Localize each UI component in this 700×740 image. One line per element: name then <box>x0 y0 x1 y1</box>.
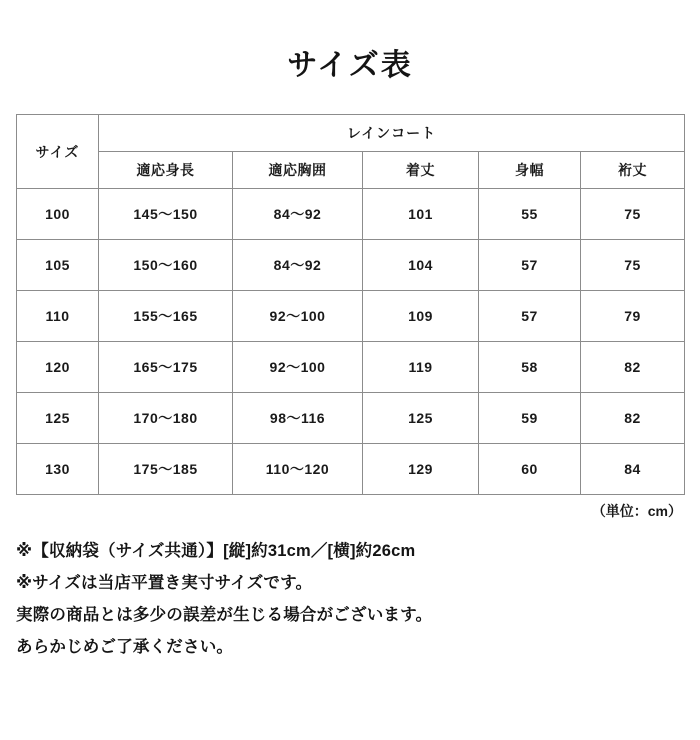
cell-size: 120 <box>17 342 99 393</box>
size-chart-page <box>0 40 700 740</box>
cell-length: 125 <box>363 393 479 444</box>
cell-size: 125 <box>17 393 99 444</box>
cell-width: 58 <box>479 342 581 393</box>
header-group-raincoat: レインコート <box>99 115 685 152</box>
note-storage-bag: ※【収納袋（サイズ共通）】[縦]約31cm／[横]約26cm <box>16 542 416 560</box>
cell-size: 130 <box>17 444 99 495</box>
cell-length: 129 <box>363 444 479 495</box>
table-body <box>17 189 685 495</box>
cell-width: 57 <box>479 240 581 291</box>
cell-length: 109 <box>363 291 479 342</box>
header-size: サイズ <box>17 115 99 189</box>
table-header-row-group <box>17 115 685 152</box>
cell-size: 100 <box>17 189 99 240</box>
cell-size: 105 <box>17 240 99 291</box>
cell-sleeve: 84 <box>581 444 685 495</box>
cell-chest: 110〜120 <box>233 444 363 495</box>
cell-width: 59 <box>479 393 581 444</box>
notes-block <box>16 535 684 663</box>
cell-chest: 84〜92 <box>233 189 363 240</box>
unit-note: （単位：cm） <box>591 503 682 519</box>
cell-sleeve: 82 <box>581 342 685 393</box>
cell-chest: 92〜100 <box>233 342 363 393</box>
header-width: 身幅 <box>479 152 581 189</box>
table-row <box>17 291 685 342</box>
note-acknowledge: あらかじめご了承ください。 <box>16 638 234 656</box>
cell-chest: 84〜92 <box>233 240 363 291</box>
size-table <box>16 114 685 495</box>
cell-length: 101 <box>363 189 479 240</box>
note-tolerance: 実際の商品とは多少の誤差が生じる場合がございます。 <box>16 606 433 624</box>
cell-size: 110 <box>17 291 99 342</box>
table-header-row-sub <box>17 152 685 189</box>
cell-height: 145〜150 <box>99 189 233 240</box>
cell-length: 104 <box>363 240 479 291</box>
cell-chest: 98〜116 <box>233 393 363 444</box>
cell-chest: 92〜100 <box>233 291 363 342</box>
header-length: 着丈 <box>363 152 479 189</box>
cell-sleeve: 75 <box>581 189 685 240</box>
table-row <box>17 342 685 393</box>
table-row <box>17 393 685 444</box>
cell-sleeve: 79 <box>581 291 685 342</box>
cell-sleeve: 82 <box>581 393 685 444</box>
header-sleeve: 裄丈 <box>581 152 685 189</box>
table-row <box>17 240 685 291</box>
note-measurement: ※サイズは当店平置き実寸サイズです。 <box>16 574 313 592</box>
cell-height: 175〜185 <box>99 444 233 495</box>
cell-width: 60 <box>479 444 581 495</box>
page-title: サイズ表 <box>287 49 413 82</box>
cell-height: 165〜175 <box>99 342 233 393</box>
table-row <box>17 444 685 495</box>
header-chest: 適応胸囲 <box>233 152 363 189</box>
cell-sleeve: 75 <box>581 240 685 291</box>
cell-width: 57 <box>479 291 581 342</box>
table-header <box>17 115 685 189</box>
cell-height: 155〜165 <box>99 291 233 342</box>
cell-height: 150〜160 <box>99 240 233 291</box>
cell-width: 55 <box>479 189 581 240</box>
table-row <box>17 189 685 240</box>
cell-height: 170〜180 <box>99 393 233 444</box>
cell-length: 119 <box>363 342 479 393</box>
header-height: 適応身長 <box>99 152 233 189</box>
